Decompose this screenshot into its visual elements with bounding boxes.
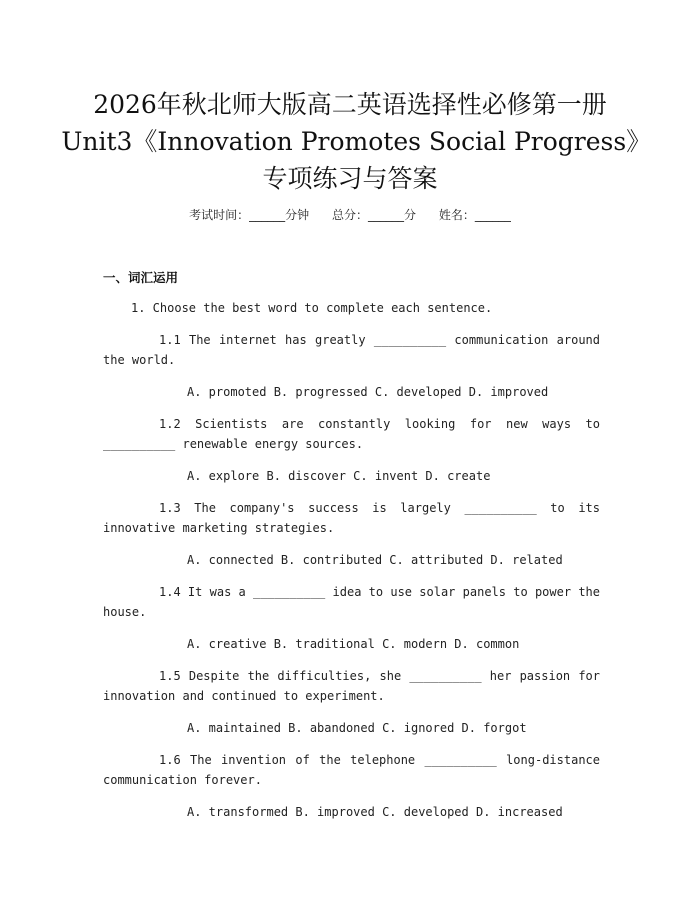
document-title: 2026年秋北师大版高二英语选择性必修第一册Unit3《Innovation Promotes Social Progress》专项练习与答案 xyxy=(61,90,639,193)
question-1-2-options: A. explore B. discover C. invent D. create xyxy=(187,469,491,483)
question-1-4-options: A. creative B. traditional C. modern D. common xyxy=(187,637,520,651)
question-1-3-options: A. connected B. contributed C. attributed D. related xyxy=(187,553,563,567)
question-1-3: 1.3 The company's success is largely __________ to its innovative marketing strategies. xyxy=(103,501,600,535)
question-1-2: 1.2 Scientists are constantly looking for new ways to __________ renewable energy sources. xyxy=(103,417,600,451)
question-1-6-options: A. transformed B. improved C. developed D. increased xyxy=(187,805,563,819)
question-1-4: 1.4 It was a __________ idea to use solar panels to power the house. xyxy=(103,585,600,619)
question-instruction: 1. Choose the best word to complete each sentence. xyxy=(131,301,493,315)
question-1-1: 1.1 The internet has greatly __________ communication around the world. xyxy=(103,333,600,367)
exam-meta-line: 考试时间：______分钟 总分：______分 姓名：______ xyxy=(189,208,511,222)
question-1-1-options: A. promoted B. progressed C. developed D. improved xyxy=(187,385,549,399)
question-1-6: 1.6 The invention of the telephone __________ long-distance communication forever. xyxy=(103,753,600,787)
question-1-5: 1.5 Despite the difficulties, she __________ her passion for innovation and continued to experiment. xyxy=(103,669,600,703)
section-heading: 一、词汇运用 xyxy=(103,270,179,285)
question-1-5-options: A. maintained B. abandoned C. ignored D. forgot xyxy=(187,721,527,735)
